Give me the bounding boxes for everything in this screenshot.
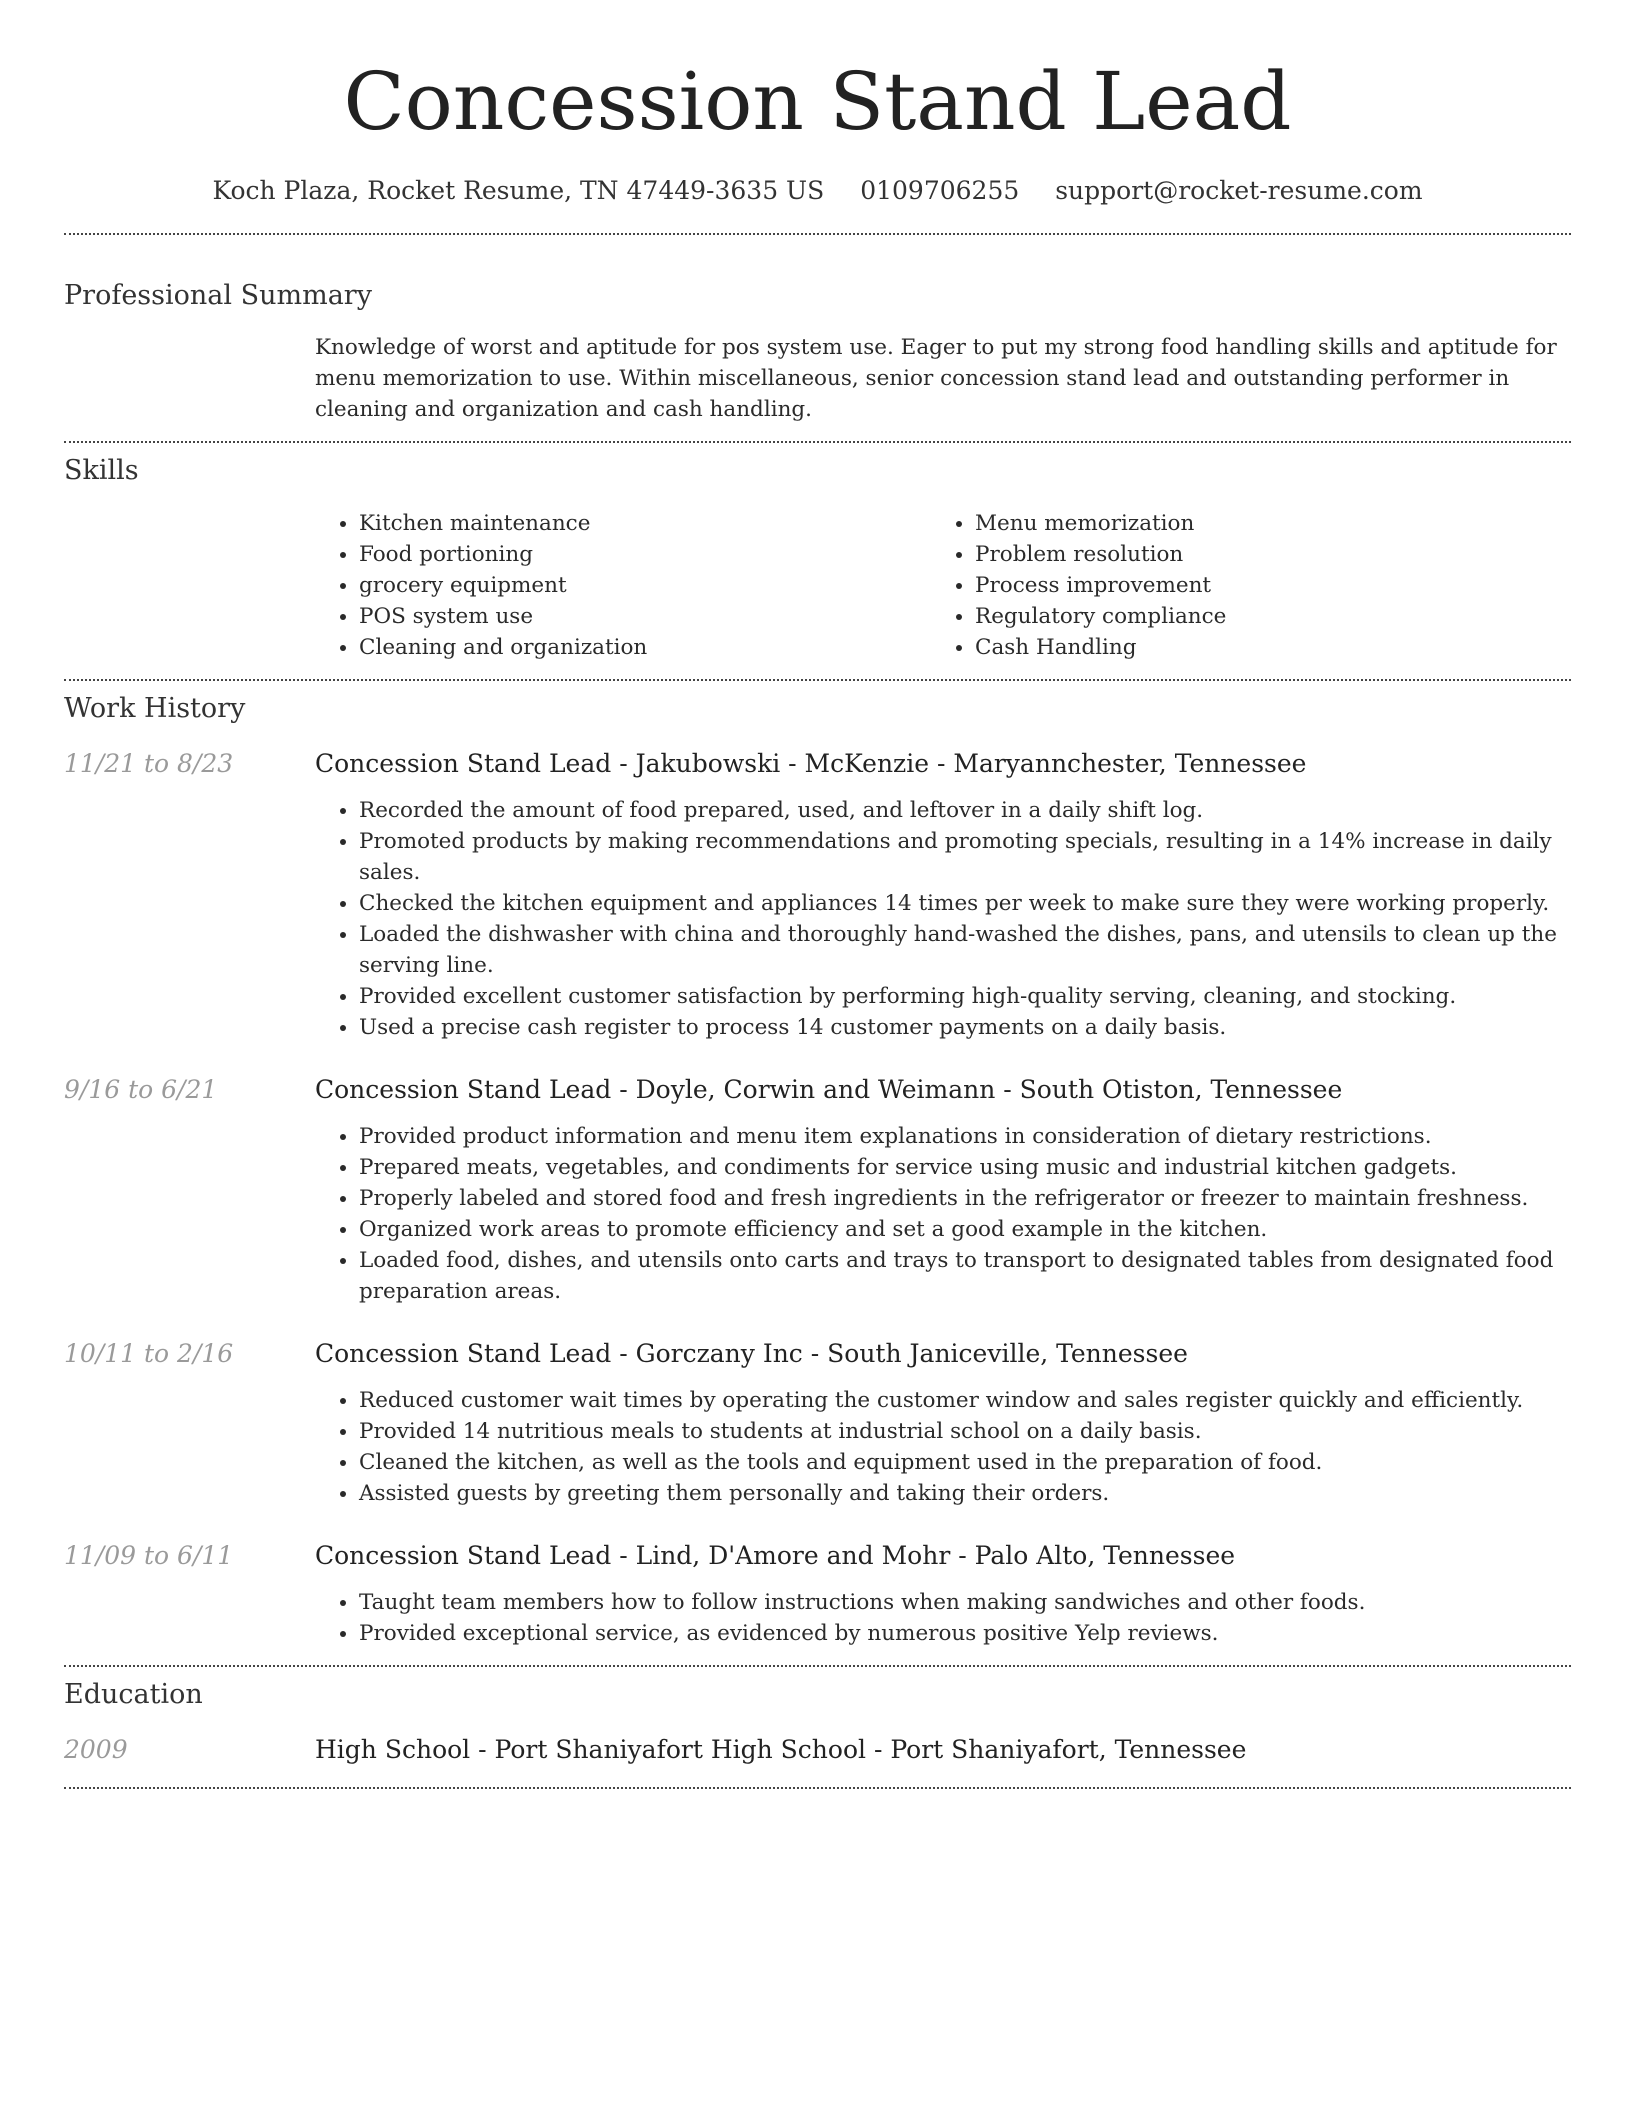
job-dates: 10/11 to 2/16 [64, 1339, 234, 1368]
skill-item: • Problem resolution [975, 539, 1547, 570]
job-bullet: • Provided exceptional service, as evidenced by numerous positive Yelp reviews. [359, 1618, 1571, 1649]
job-dates: 11/09 to 6/11 [64, 1541, 234, 1570]
education-entry [64, 1733, 1571, 1767]
job-bullet: • Properly labeled and stored food and fresh ingredients in the refrigerator or freezer to maintain freshness. [359, 1183, 1571, 1214]
candidate-name: Concession Stand Lead [343, 55, 1292, 148]
divider [64, 1665, 1571, 1667]
skills-list-left [315, 508, 931, 663]
job-bullet: • Organized work areas to promote efficiency and set a good example in the kitchen. [359, 1214, 1571, 1245]
job-bullet: • Loaded the dishwasher with china and thoroughly hand-washed the dishes, pans, and utensils to clean up the serving line. [359, 919, 1571, 981]
divider [64, 441, 1571, 443]
job-title: Concession Stand Lead - Jakubowski - McKenzie - Maryannchester, Tennessee [315, 749, 1307, 778]
job-bullet: • Used a precise cash register to process 14 customer payments on a daily basis. [359, 1012, 1571, 1043]
job-bullets [315, 1587, 1571, 1649]
skill-item: • Cleaning and organization [359, 632, 931, 663]
education-title: High School - Port Shaniyafort High School - Port Shaniyafort, Tennessee [315, 1735, 1247, 1764]
skills-section [64, 453, 1571, 663]
section-title-work: Work History [64, 693, 246, 724]
job-bullet: • Assisted guests by greeting them personally and taking their orders. [359, 1478, 1571, 1509]
divider [64, 1787, 1571, 1789]
job-dates: 11/21 to 8/23 [64, 749, 234, 778]
skill-item: • Menu memorization [975, 508, 1547, 539]
job-bullet: • Promoted products by making recommendations and promoting specials, resulting in a 14% increase in daily sales. [359, 826, 1571, 888]
job-bullets [315, 1121, 1571, 1307]
skills-columns [315, 508, 1571, 663]
contact-email: support@rocket-resume.com [1055, 176, 1423, 205]
section-title-education: Education [64, 1679, 203, 1710]
job-bullet: • Recorded the amount of food prepared, used, and leftover in a daily shift log. [359, 795, 1571, 826]
job-title: Concession Stand Lead - Gorczany Inc - South Janiceville, Tennessee [315, 1339, 1188, 1368]
education-section [64, 1677, 1571, 1767]
work-history-section [64, 691, 1571, 1649]
contact-address: Koch Plaza, Rocket Resume, TN 47449-3635 US [212, 176, 825, 205]
summary-section [64, 278, 1571, 425]
skill-item: • Food portioning [359, 539, 931, 570]
job-entry [64, 1539, 1571, 1649]
divider [64, 679, 1571, 681]
summary-text: Knowledge of worst and aptitude for pos system use. Eager to put my strong food handling skills and aptitude for menu memorization to use. Within miscellaneous, senior concession stand lead and outstanding performer in cleaning and organization and cash handling. [315, 335, 1557, 422]
job-entry [64, 747, 1571, 1043]
job-bullet: • Reduced customer wait times by operating the customer window and sales register quickly and efficiently. [359, 1385, 1571, 1416]
section-title-skills: Skills [64, 455, 139, 486]
resume-page [64, 0, 1571, 1789]
skill-item: • Regulatory compliance [975, 601, 1547, 632]
job-bullet: • Loaded food, dishes, and utensils onto carts and trays to transport to designated tables from designated food preparation areas. [359, 1245, 1571, 1307]
job-bullet: • Cleaned the kitchen, as well as the tools and equipment used in the preparation of food. [359, 1447, 1571, 1478]
resume-header [64, 0, 1571, 207]
job-dates: 9/16 to 6/21 [64, 1075, 218, 1104]
contact-line [64, 175, 1571, 207]
skill-item: • grocery equipment [359, 570, 931, 601]
section-title-summary: Professional Summary [64, 280, 372, 311]
job-bullet: • Provided excellent customer satisfaction by performing high-quality serving, cleaning, and stocking. [359, 981, 1571, 1012]
contact-phone: 0109706255 [860, 176, 1020, 205]
job-bullet: • Provided product information and menu item explanations in consideration of dietary restrictions. [359, 1121, 1571, 1152]
skill-item: • Kitchen maintenance [359, 508, 931, 539]
job-bullet: • Prepared meats, vegetables, and condiments for service using music and industrial kitchen gadgets. [359, 1152, 1571, 1183]
job-title: Concession Stand Lead - Lind, D'Amore and Mohr - Palo Alto, Tennessee [315, 1541, 1236, 1570]
job-bullet: • Taught team members how to follow instructions when making sandwiches and other foods. [359, 1587, 1571, 1618]
skill-item: • POS system use [359, 601, 931, 632]
skill-item: • Process improvement [975, 570, 1547, 601]
job-bullet: • Provided 14 nutritious meals to students at industrial school on a daily basis. [359, 1416, 1571, 1447]
skills-list-right [931, 508, 1547, 663]
skill-item: • Cash Handling [975, 632, 1547, 663]
job-entry [64, 1337, 1571, 1509]
job-title: Concession Stand Lead - Doyle, Corwin and Weimann - South Otiston, Tennessee [315, 1075, 1343, 1104]
job-bullet: • Checked the kitchen equipment and appliances 14 times per week to make sure they were working properly. [359, 888, 1571, 919]
job-bullets [315, 1385, 1571, 1509]
education-year: 2009 [64, 1735, 128, 1764]
divider [64, 233, 1571, 235]
job-entry [64, 1073, 1571, 1307]
job-bullets [315, 795, 1571, 1043]
